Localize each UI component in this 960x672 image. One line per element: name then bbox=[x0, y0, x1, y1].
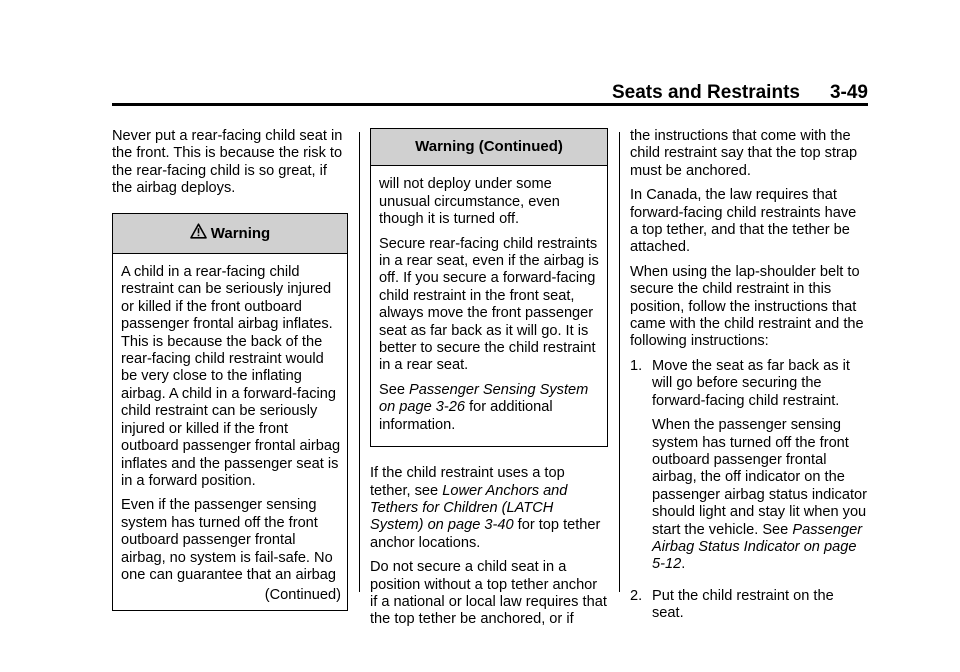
step-number: 2. bbox=[630, 587, 643, 604]
steps-list bbox=[630, 358, 868, 630]
law-paragraph: Do not secure a child seat in a position without a top tether anchor if a national or local law requires that the top tether be anchored, or if bbox=[370, 559, 607, 628]
warning-continued-paragraph-1: will not deploy under some unusual circumstance, even though it is turned off. bbox=[379, 176, 560, 228]
warning-box bbox=[112, 213, 348, 611]
column-2 bbox=[370, 128, 608, 636]
step-subtext-body: When the passenger sensing system has turned off the front outboard passenger frontal airbag, the off indicator on the passenger airbag status indicator should light and stay lit when you start the vehicle. See bbox=[652, 417, 867, 538]
tether-suffix: for top tether anchor locations. bbox=[370, 517, 601, 551]
warning-continued-paragraph-3 bbox=[379, 382, 601, 434]
see-text: See bbox=[379, 381, 410, 398]
column-divider-1 bbox=[359, 132, 360, 592]
status-indicator-reference-link[interactable]: Passenger Airbag Status Indicator on page 5-12 bbox=[652, 521, 863, 573]
step-subtext bbox=[652, 417, 868, 574]
warning-title: Warning bbox=[210, 224, 271, 242]
column-1 bbox=[112, 128, 348, 629]
warning-header bbox=[113, 214, 347, 254]
list-item bbox=[630, 358, 868, 581]
step-text: Put the child restraint on the seat. bbox=[652, 587, 834, 622]
step-number: 1. bbox=[630, 357, 643, 374]
section-title: Seats and Restraints bbox=[612, 82, 800, 103]
latch-reference-link[interactable]: Lower Anchors and Tethers for Children (LATCH System) on page 3-40 bbox=[370, 482, 568, 534]
step-text: Move the seat as far back as it will go before securing the forward-facing child restraint. bbox=[652, 357, 850, 409]
step-subtext-suffix: . bbox=[681, 556, 686, 573]
alert-triangle-icon bbox=[190, 223, 207, 243]
warning-paragraph-1: A child in a rear-facing child restraint can be seriously injured or killed if the front outboard passenger frontal airbag inflates. This is because the back of the rear-facing child restraint would be very close to the inflating airbag. A child in a forward-facing child restraint can be seriously injured or killed if the front outboard passenger frontal airbag inflates and the passenger seat is in a forward position. bbox=[121, 264, 341, 489]
reference-suffix: for additional information. bbox=[379, 399, 553, 433]
warning-continued-box bbox=[370, 128, 608, 447]
warning-body bbox=[113, 254, 347, 610]
column-3 bbox=[630, 128, 868, 637]
list-item bbox=[630, 588, 868, 630]
canada-paragraph: In Canada, the law requires that forward-facing child restraints have a top tether, and that the tether be attached. bbox=[630, 187, 857, 256]
header-rule bbox=[112, 103, 868, 106]
instructions-paragraph: the instructions that come with the child restraint say that the top strap must be anchored. bbox=[630, 128, 858, 179]
warning-paragraph-2: Even if the passenger sensing system has turned off the front outboard passenger frontal airbag, no system is fail-safe. No one can guarantee that an airbag bbox=[121, 497, 337, 583]
cross-reference-link[interactable]: Passenger Sensing System on page 3-26 bbox=[379, 381, 589, 416]
column-divider-2 bbox=[619, 132, 620, 592]
intro-paragraph: Never put a rear-facing child seat in the front. This is because the risk to the rear-facing child is so great, if the airbag deploys. bbox=[112, 128, 343, 197]
lap-shoulder-paragraph: When using the lap-shoulder belt to secure the child restraint in this position, follow the instructions that came with the child restraint and the following instructions: bbox=[630, 263, 864, 350]
warning-continued-paragraph-2: Secure rear-facing child restraints in a rear seat, even if the airbag is off. If you secure a forward-facing child restraint in the front seat, always move the front passenger seat as far back as it will go. It is better to secure the child restraint in a rear seat. bbox=[379, 235, 599, 374]
warning-continued-header: Warning (Continued) bbox=[371, 129, 607, 166]
continued-label: (Continued) bbox=[264, 587, 341, 604]
tether-paragraph bbox=[370, 465, 608, 552]
page-header bbox=[112, 82, 868, 104]
tether-text: If the child restraint uses a top tether, see bbox=[370, 465, 565, 499]
warning-continued-body bbox=[371, 166, 607, 446]
page-number: 3-49 bbox=[829, 82, 868, 103]
